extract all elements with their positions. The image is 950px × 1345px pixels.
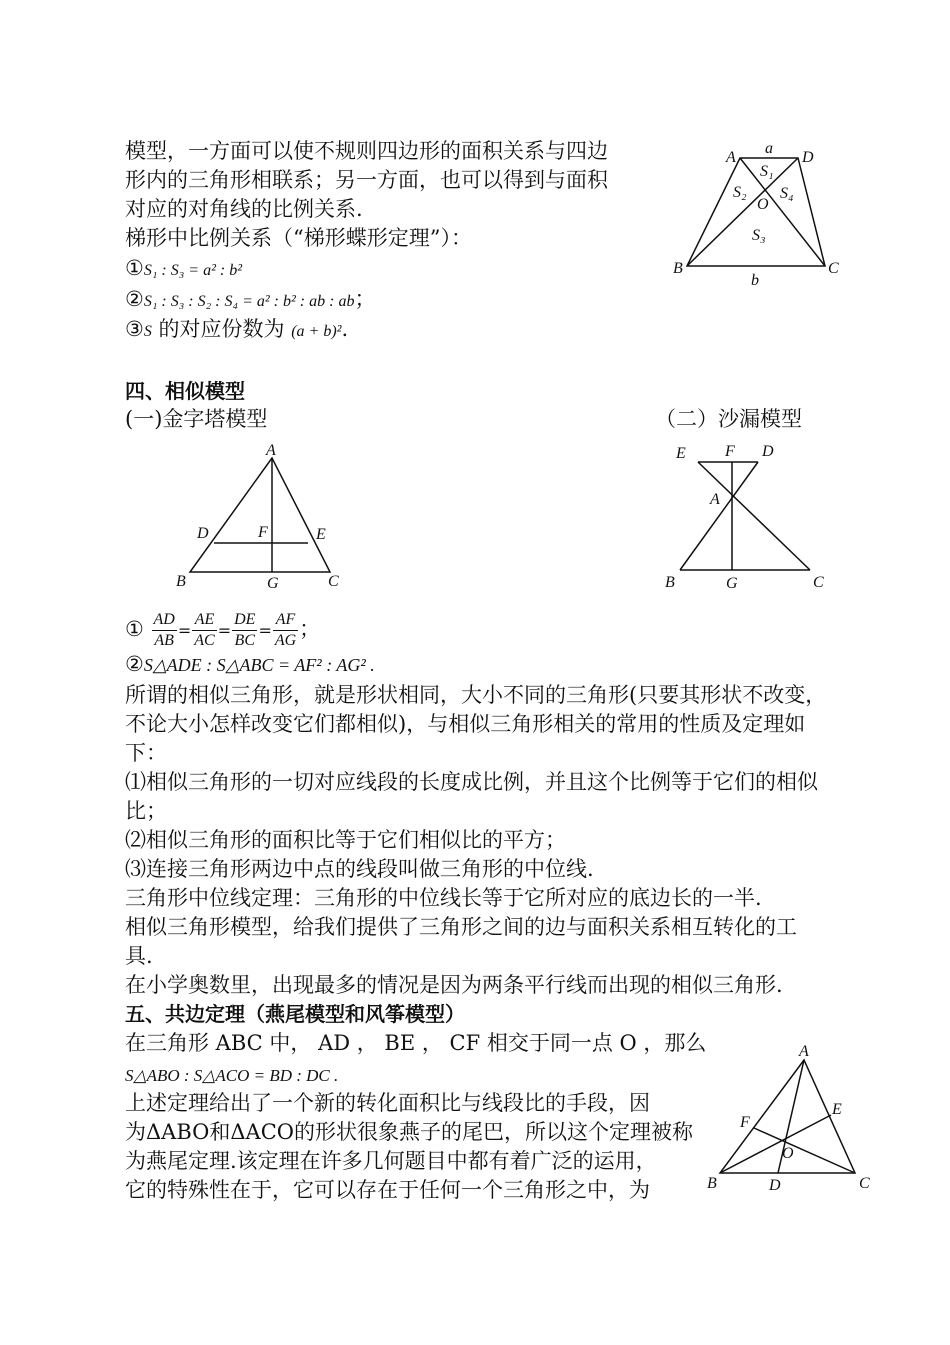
model-line: 具.: [125, 944, 153, 968]
ratio-item-2: [125, 285, 375, 316]
punctuation: .: [341, 317, 349, 341]
label-S1: S₁: [760, 163, 774, 180]
label-B: B: [665, 574, 675, 591]
paragraph-line: 不论大小怎样改变它们都相似)，与相似三角形相关的常用的性质及定理如: [125, 712, 806, 736]
paragraph-line: 所谓的相似三角形，就是形状相同，大小不同的三角形(只要其形状不改变，: [125, 683, 827, 707]
section-5-heading: 五、共边定理（燕尾模型和风筝模型）: [125, 1002, 465, 1026]
similarity-ratio-equation: ① $\frac{AD}{AB}$ = $\frac{AE}{AC}$ = $\frac{DE}{BC}$ = $\frac{AF}{AG}$ ；: [125, 611, 321, 649]
label-C: C: [859, 1175, 870, 1192]
label-E: E: [676, 445, 686, 462]
label-C: C: [813, 574, 824, 591]
label-A: A: [726, 149, 736, 166]
paragraph-line: 下：: [125, 741, 167, 765]
item-number: ③: [125, 317, 144, 341]
label-B: B: [673, 260, 683, 277]
midline-theorem: 三角形中位线定理：三角形的中位线长等于它所对应的底边长的一半.: [125, 886, 762, 910]
trapezoid-butterfly-diagram: [665, 140, 865, 290]
fraction-ad-ab: $\frac{AD}{AB}$: [153, 611, 175, 649]
label-G: G: [726, 575, 738, 592]
share-formula: (a + b)²: [291, 323, 342, 340]
label-b: b: [751, 272, 759, 289]
label-O: O: [757, 196, 769, 213]
label-A: A: [799, 1043, 809, 1060]
swallow-paragraph-line: 为ΔABO和ΔACO的形状很象燕子的尾巴，所以这个定理被称: [125, 1120, 693, 1144]
item-number: ②: [125, 652, 144, 676]
swallow-paragraph-line: 上述定理给出了一个新的转化面积比与线段比的手段，因: [125, 1091, 650, 1115]
label-B: B: [176, 573, 186, 590]
item-text: 的对应份数为: [151, 317, 292, 341]
olympiad-line: 在小学奥数里，出现最多的情况是因为两条平行线而出现的相似三角形.: [125, 973, 783, 997]
label-D: D: [802, 149, 814, 166]
item-number: ①: [125, 256, 144, 280]
variable-s: S: [143, 323, 152, 340]
property-1-line: ⑴相似三角形的一切对应线段的长度成比例，并且这个比例等于它们的相似: [125, 770, 818, 794]
label-C: C: [828, 260, 839, 277]
label-F: F: [725, 443, 735, 460]
label-E: E: [832, 1101, 842, 1118]
label-a: a: [765, 140, 773, 157]
section-4-heading: 四、相似模型: [125, 379, 245, 403]
label-O: O: [782, 1145, 794, 1162]
swallow-formula: S△ABO : S△ACO = BD : DC .: [125, 1066, 339, 1085]
label-F: F: [258, 524, 268, 541]
label-S2: S₂: [733, 184, 747, 201]
fraction-ae-ac: $\frac{AE}{AC}$: [194, 611, 215, 649]
fraction-af-ag: $\frac{AF}{AG}$: [274, 611, 297, 649]
label-D: D: [762, 443, 774, 460]
hourglass-model-title: （二）沙漏模型: [655, 407, 802, 431]
punctuation: ；: [354, 287, 376, 311]
label-B: B: [707, 1175, 717, 1192]
swallow-tail-diagram: [700, 1040, 885, 1200]
property-3: ⑶连接三角形两边中点的线段叫做三角形的中位线.: [125, 857, 594, 881]
swallow-paragraph-line: 它的特殊性在于，它可以存在于任何一个三角形之中，为: [125, 1178, 650, 1202]
ratio-formula: S₁ : S₃ : S₂ : S₄ = a² : b² : ab : ab: [143, 293, 355, 310]
hourglass-model-diagram: [660, 440, 840, 595]
swallow-statement-line-1: 在三角形 ABC 中， AD ， BE ， CF 相交于同一点 O ，那么: [125, 1031, 707, 1055]
fraction-de-bc: $\frac{DE}{BC}$: [234, 611, 256, 649]
intro-line-1: 模型，一方面可以使不规则四边形的面积关系与四边: [125, 139, 608, 163]
label-D: D: [769, 1177, 781, 1194]
label-F: F: [740, 1114, 750, 1131]
trapezoid-theorem-title: 梯形中比例关系（“梯形蝶形定理”）：: [125, 226, 472, 250]
intro-line-2: 形内的三角形相联系；另一方面，也可以得到与面积: [125, 168, 608, 192]
area-ratio-equation: [125, 650, 375, 679]
area-ratio-formula: S△ADE : S△ABC = AF² : AG² .: [143, 655, 375, 675]
model-line: 相似三角形模型，给我们提供了三角形之间的边与面积关系相互转化的工: [125, 915, 797, 939]
label-S3: S₃: [752, 227, 766, 244]
ratio-formula: S₁ : S₃ = a² : b²: [143, 262, 242, 279]
pyramid-model-diagram: [170, 440, 360, 595]
intro-line-3: 对应的对角线的比例关系.: [125, 197, 363, 221]
label-A: A: [710, 491, 720, 508]
label-C: C: [328, 573, 339, 590]
ratio-item-3: [125, 315, 348, 346]
swallow-paragraph-line: 为燕尾定理.该定理在许多几何题目中都有着广泛的运用，: [125, 1149, 657, 1173]
swallow-statement-line-2: [125, 1060, 338, 1090]
property-1-line: 比；: [125, 799, 167, 823]
pyramid-model-title: (一)金字塔模型: [125, 407, 268, 431]
item-number: ①: [125, 617, 144, 641]
item-number: ②: [125, 287, 144, 311]
property-2: ⑵相似三角形的面积比等于它们相似比的平方；: [125, 828, 566, 852]
label-G: G: [267, 575, 279, 592]
label-A: A: [266, 442, 276, 459]
label-S4: S₄: [780, 185, 794, 202]
label-E: E: [316, 526, 326, 543]
ratio-item-1: [125, 254, 242, 285]
label-D: D: [197, 525, 209, 542]
